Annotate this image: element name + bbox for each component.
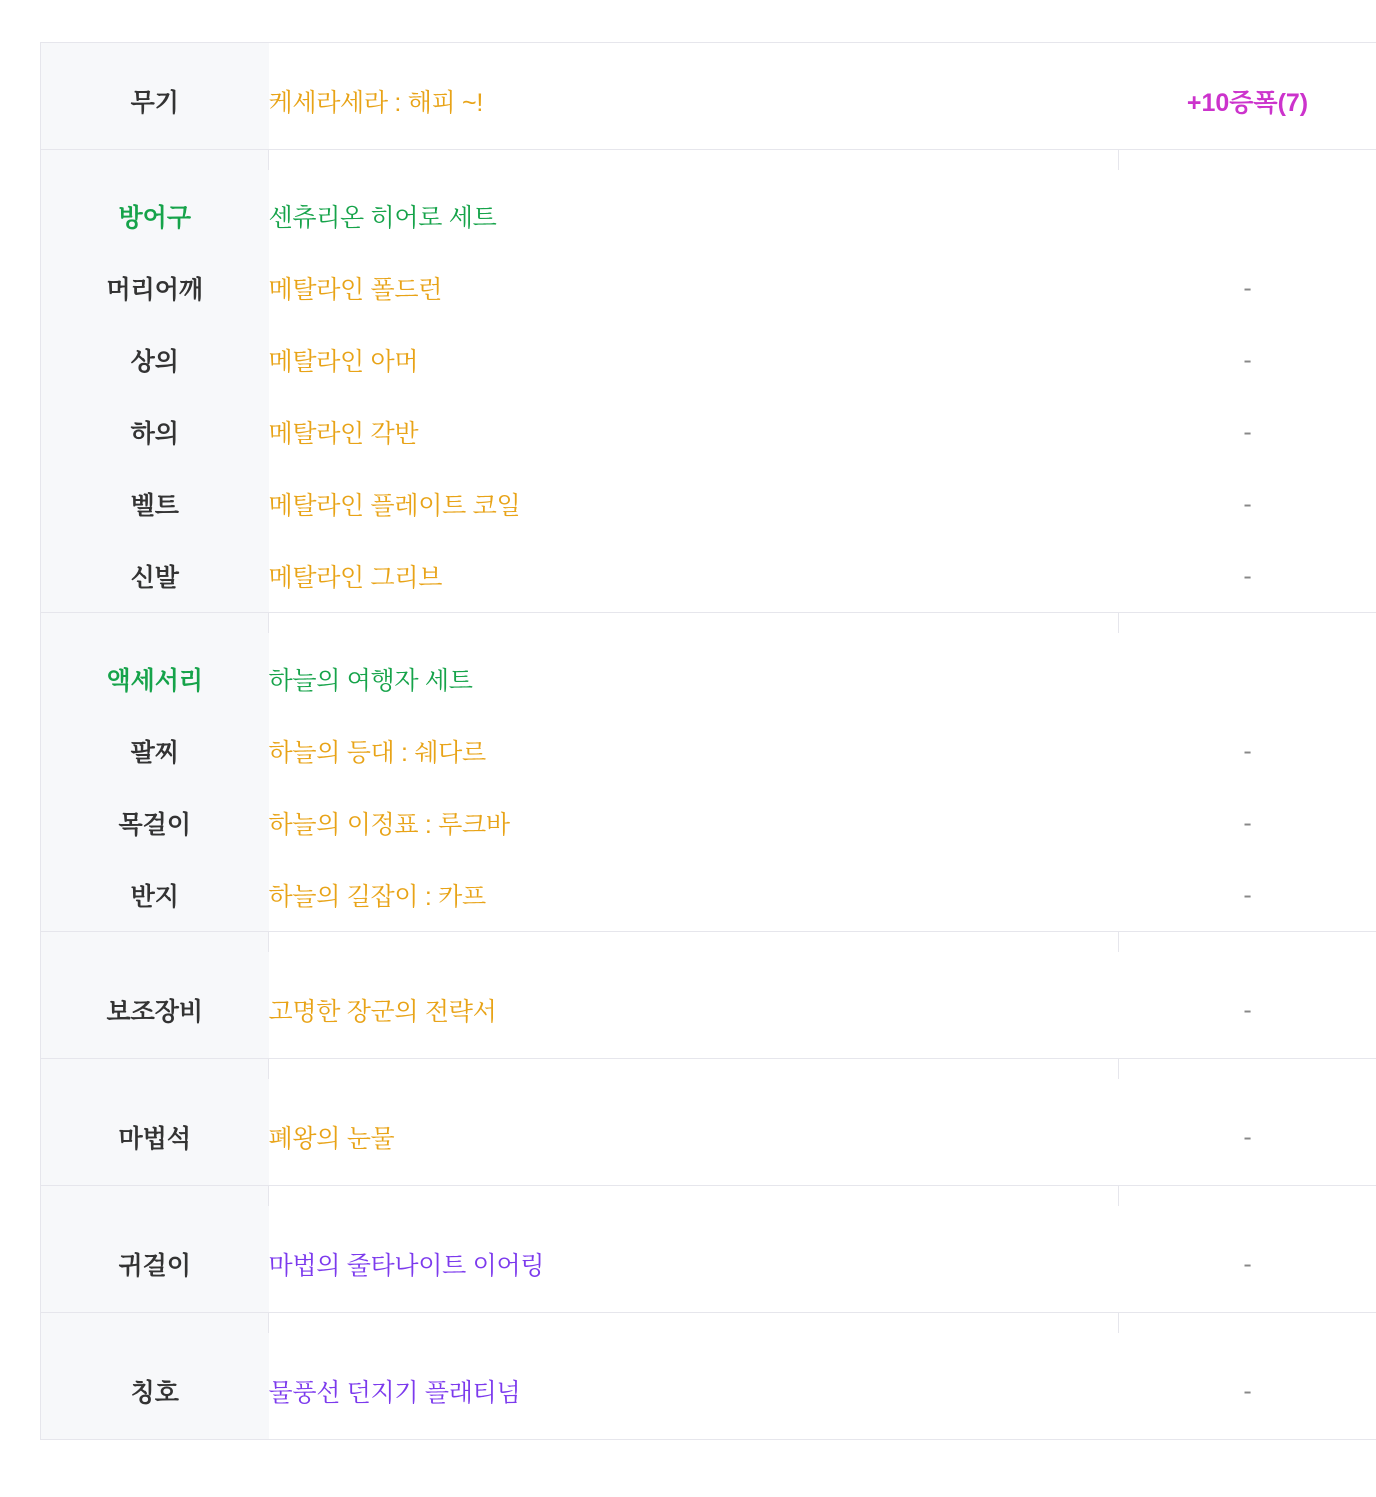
group-spacer <box>41 613 1376 634</box>
equipment-extra-value: - <box>1119 540 1376 613</box>
equipment-item-name[interactable]: 물풍선 던지기 플래티넘 <box>269 1333 1119 1440</box>
equipment-item-name[interactable]: 고명한 장군의 전략서 <box>269 952 1119 1059</box>
equipment-extra-value: - <box>1119 859 1376 932</box>
equipment-amplification: +10증폭(7) <box>1119 43 1376 150</box>
equipment-slot-label: 반지 <box>41 859 269 932</box>
group-spacer <box>41 1313 1376 1334</box>
equipment-slot-label: 하의 <box>41 396 269 468</box>
equipment-item-name[interactable]: 하늘의 이정표 : 루크바 <box>268 811 510 839</box>
equipment-slot-label: 마법석 <box>41 1079 269 1186</box>
equipment-item-name[interactable]: 메탈라인 각반 <box>268 420 419 448</box>
equipment-row <box>41 859 1376 932</box>
spacer-cell <box>41 1059 269 1080</box>
equipment-slot-label: 목걸이 <box>41 787 269 859</box>
spacer-cell <box>1119 1059 1376 1080</box>
equipment-extra-value: - <box>1119 1206 1376 1313</box>
equipment-item-name[interactable]: 센츄리온 히어로 세트 <box>268 204 497 232</box>
equipment-row <box>41 1079 1376 1186</box>
equipment-item-name[interactable]: 하늘의 등대 : 쉐다르 <box>268 739 486 767</box>
equipment-row <box>41 1333 1376 1440</box>
equipment-slot-label: 무기 <box>41 43 269 150</box>
spacer-cell <box>1119 150 1376 171</box>
equipment-item-name[interactable]: 메탈라인 아머 <box>268 348 419 376</box>
equipment-row <box>41 468 1376 540</box>
spacer-cell <box>269 1059 1119 1080</box>
spacer-cell <box>41 613 269 634</box>
equipment-item-name[interactable]: 메탈라인 플레이트 코일 <box>268 492 521 520</box>
spacer-cell <box>41 150 269 171</box>
spacer-cell <box>1119 613 1376 634</box>
equipment-extra-value: - <box>1243 417 1252 446</box>
equipment-slot-label: 머리어깨 <box>41 252 269 324</box>
equipment-row <box>41 715 1376 787</box>
equipment-item-name[interactable]: 하늘의 여행자 세트 <box>268 667 473 695</box>
spacer-cell <box>269 1313 1119 1334</box>
equipment-slot-label: 팔찌 <box>41 715 269 787</box>
equipment-row <box>41 252 1376 324</box>
equipment-item-name[interactable]: 하늘의 길잡이 : 카프 <box>269 859 1119 932</box>
equipment-item-name[interactable]: 폐왕의 눈물 <box>269 1079 1119 1186</box>
equipment-extra-value: - <box>1243 273 1252 302</box>
group-spacer <box>41 1186 1376 1207</box>
equipment-row <box>41 43 1376 150</box>
equipment-item-name[interactable]: 메탈라인 폴드런 <box>268 276 443 304</box>
spacer-cell <box>41 1186 269 1207</box>
equipment-extra-value <box>1119 633 1376 715</box>
equipment-extra-value: - <box>1119 952 1376 1059</box>
spacer-cell <box>1119 1313 1376 1334</box>
spacer-cell <box>269 932 1119 953</box>
equipment-row <box>41 396 1376 468</box>
group-spacer <box>41 932 1376 953</box>
equipment-row <box>41 1206 1376 1313</box>
equipment-slot-label: 보조장비 <box>41 952 269 1059</box>
spacer-cell <box>269 150 1119 171</box>
equipment-row <box>41 633 1376 715</box>
spacer-cell <box>1119 1186 1376 1207</box>
spacer-cell <box>1119 932 1376 953</box>
group-spacer <box>41 150 1376 171</box>
equipment-extra-value: - <box>1243 736 1252 765</box>
equipment-slot-label: 방어구 <box>41 170 269 252</box>
equipment-slot-label: 귀걸이 <box>41 1206 269 1313</box>
equipment-extra-value: - <box>1243 808 1252 837</box>
equipment-item-name[interactable]: 케세라세라 : 해피 ~! <box>269 43 1119 150</box>
equipment-item-name[interactable]: 마법의 줄타나이트 이어링 <box>269 1206 1119 1313</box>
equipment-row <box>41 324 1376 396</box>
equipment-slot-label: 벨트 <box>41 468 269 540</box>
equipment-row <box>41 952 1376 1059</box>
equipment-row <box>41 787 1376 859</box>
equipment-slot-label: 상의 <box>41 324 269 396</box>
group-spacer <box>41 1059 1376 1080</box>
equipment-slot-label: 신발 <box>41 540 269 613</box>
equipment-slot-label: 칭호 <box>41 1333 269 1440</box>
equipment-extra-value: - <box>1119 1333 1376 1440</box>
spacer-cell <box>269 613 1119 634</box>
equipment-slot-label: 액세서리 <box>41 633 269 715</box>
equipment-extra-value: - <box>1243 345 1252 374</box>
equipment-row <box>41 540 1376 613</box>
equipment-item-name[interactable]: 메탈라인 그리브 <box>269 540 1119 613</box>
spacer-cell <box>41 1313 269 1334</box>
equipment-row <box>41 170 1376 252</box>
equipment-extra-value: - <box>1119 1079 1376 1186</box>
equipment-extra-value <box>1119 170 1376 252</box>
spacer-cell <box>269 1186 1119 1207</box>
equipment-extra-value: - <box>1243 489 1252 518</box>
equipment-table <box>40 42 1376 1440</box>
spacer-cell <box>41 932 269 953</box>
equipment-table-body <box>41 43 1376 1440</box>
